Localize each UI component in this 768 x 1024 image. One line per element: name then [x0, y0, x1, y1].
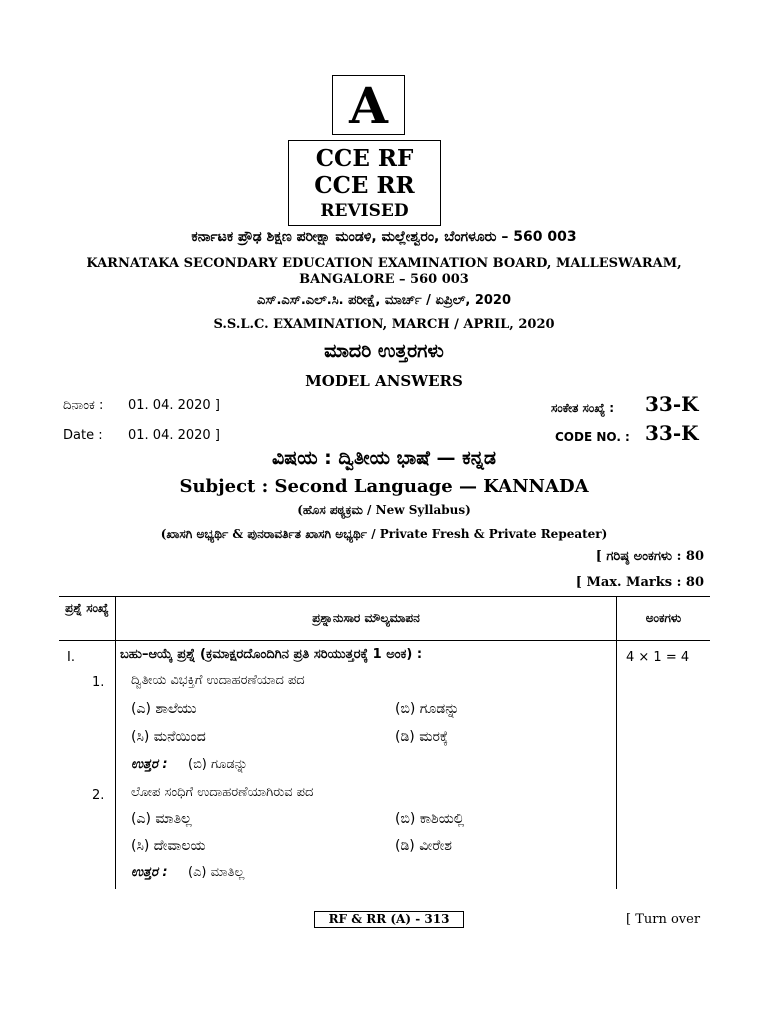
code-value-english: 33-K — [645, 421, 699, 445]
question-number: 1. — [92, 675, 105, 690]
board-name-english-line1: KARNATAKA SECONDARY EDUCATION EXAMINATION BOARD, MALLESWARAM, — [86, 256, 682, 271]
subject-kannada: ವಿಷಯ : ದ್ವಿತೀಯ ಭಾಷೆ — ಕನ್ನಡ — [272, 447, 496, 469]
model-answers-english: MODEL ANSWERS — [305, 372, 463, 390]
option-c: (ಸಿ) ದೇವಾಲಯ — [131, 838, 206, 854]
answer-label: ಉತ್ತರ : — [131, 865, 168, 880]
cce-rf-label: CCE RF — [315, 145, 414, 172]
question-set-letter: A — [332, 75, 405, 135]
date-value-english: 01. 04. 2020 ] — [128, 428, 220, 443]
option-c: (ಸಿ) ಮನೆಯಿಂದ — [131, 729, 206, 745]
candidate-type-note: (ಖಾಸಗಿ ಅಭ್ಯರ್ಥಿ & ಪುನರಾವರ್ತಿತ ಖಾಸಗಿ ಅಭ್ಯರ್ಥಿ / Private Fresh & Private Repeater) — [160, 527, 608, 541]
model-answers-kannada: ಮಾದರಿ ಉತ್ತರಗಳು — [324, 340, 444, 362]
answer-label: ಉತ್ತರ : — [131, 757, 168, 772]
header-marks: ಅಂಕಗಳು — [645, 611, 682, 625]
table-header-divider — [59, 640, 710, 641]
option-a: (ಎ) ಮಾತಿಲ್ಲ — [131, 811, 192, 827]
exam-title-kannada: ಎಸ್.ಎಸ್.ಎಲ್.ಸಿ. ಪರೀಕ್ಷೆ, ಮಾರ್ಚ್ / ಏಪ್ರಿಲ್, 2020 — [256, 293, 512, 308]
option-b: (ಬಿ) ಕಾಶಿಯಲ್ಲಿ — [395, 811, 465, 827]
section-title: ಬಹು–ಆಯ್ಕೆ ಪ್ರಶ್ನೆ (ಕ್ರಮಾಕ್ಷರದೊಂದಿಗಿನ ಪ್ರತಿ ಸರಿಯುತ್ತರಕ್ಕೆ 1 ಅಂಕ) : — [120, 647, 423, 662]
board-name-english — [0, 256, 768, 288]
section-number: I. — [67, 650, 75, 665]
option-b: (ಬಿ) ಗೂಡನ್ನು — [395, 701, 460, 717]
table-column-divider — [115, 596, 116, 889]
header-question-number: ಪ್ರಶ್ನೆ ಸಂಖ್ಯೆ — [65, 601, 109, 615]
date-label-english: Date : — [63, 428, 103, 443]
answer-value: (ಎ) ಮಾತಿಲ್ಲ — [188, 865, 245, 880]
max-marks-english: [ Max. Marks : 80 — [575, 575, 704, 590]
syllabus-note: (ಹೊಸ ಪಠ್ಯಕ್ರಮ / New Syllabus) — [297, 503, 471, 517]
question-text: ಲೋಪ ಸಂಧಿಗೆ ಉದಾಹರಣೆಯಾಗಿರುವ ಪದ — [131, 785, 314, 800]
table-column-divider — [616, 596, 617, 889]
date-value-kannada: 01. 04. 2020 ] — [128, 398, 220, 413]
code-label-english: CODE NO. : — [555, 430, 630, 444]
code-label-kannada: ಸಂಕೇತ ಸಂಖ್ಯೆ : — [551, 401, 615, 415]
max-marks-kannada: [ ಗರಿಷ್ಠ ಅಂಕಗಳು : 80 — [595, 549, 704, 564]
board-name-english-line2: BANGALORE – 560 003 — [299, 272, 469, 287]
section-marks: 4 × 1 = 4 — [626, 650, 690, 665]
cce-revised-box — [288, 140, 441, 226]
turn-over-note: [ Turn over — [626, 912, 701, 927]
board-name-kannada: ಕರ್ನಾಟಕ ಪ್ರೌಢ ಶಿಕ್ಷಣ ಪರೀಕ್ಷಾ ಮಂಡಳಿ, ಮಲ್ಲೇಶ್ವರಂ, ಬೆಂಗಳೂರು – 560 003 — [191, 229, 577, 245]
option-a: (ಎ) ಶಾಲೆಯು — [131, 701, 197, 717]
cce-rr-label: CCE RR — [314, 172, 415, 199]
answer-value: (ಬಿ) ಗೂಡನ್ನು — [188, 757, 248, 772]
option-d: (ಡಿ) ವೀರೇಶ — [395, 838, 452, 854]
exam-title-english: S.S.L.C. EXAMINATION, MARCH / APRIL, 2020 — [213, 317, 555, 332]
question-number: 2. — [92, 788, 105, 803]
footer-page-code: RF & RR (A) - 313 — [314, 911, 464, 928]
date-label-kannada: ದಿನಾಂಕ : — [63, 398, 104, 413]
option-d: (ಡಿ) ಮರಕ್ಕೆ — [395, 729, 449, 745]
code-value-kannada: 33-K — [645, 392, 699, 416]
header-evaluation: ಪ್ರಶ್ನಾನುಸಾರ ಮೌಲ್ಯಮಾಪನ — [312, 611, 420, 625]
question-text: ದ್ವಿತೀಯ ವಿಭಕ್ತಿಗೆ ಉದಾಹರಣೆಯಾದ ಪದ — [131, 673, 305, 688]
subject-english: Subject : Second Language — KANNADA — [179, 476, 589, 497]
revised-label: REVISED — [320, 201, 409, 221]
